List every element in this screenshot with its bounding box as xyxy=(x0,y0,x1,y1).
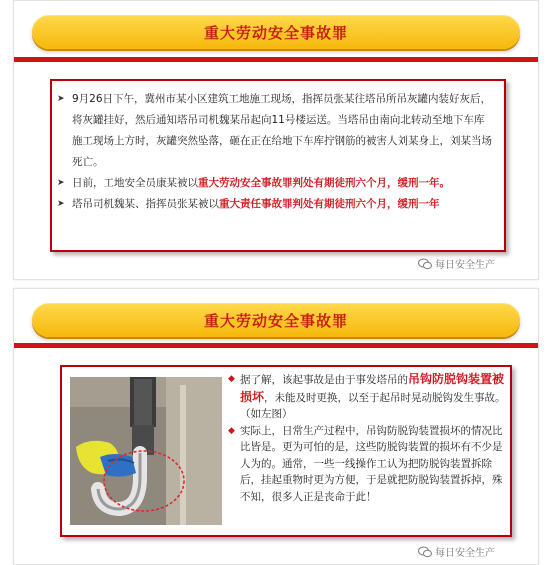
hook-text-block xyxy=(228,371,506,505)
hook-item-2 xyxy=(228,423,506,506)
case-item-2-highlight: 重大劳动安全事故罪判处有期徒刑六个月，缓刑一年。 xyxy=(198,177,450,189)
slide-2 xyxy=(13,288,539,565)
slide-2-title: 重大劳动安全事故罪 xyxy=(203,312,348,330)
diamond-bullet-icon: ◆ xyxy=(228,374,235,384)
hook-explanation-box xyxy=(60,365,512,537)
hook-item-1-before: 据了解，该起事故是由于事发塔吊的 xyxy=(240,374,408,386)
watermark-text: 每日安全生产 xyxy=(435,548,495,559)
slide-1-title: 重大劳动安全事故罪 xyxy=(203,24,348,42)
hook-item-1 xyxy=(228,371,506,423)
watermark-text: 每日安全生产 xyxy=(435,260,495,271)
case-item-1-text: 9月26日下午，冀州市某小区建筑工地施工现场，指挥员张某往塔吊所吊灰罐内装好灰后，将灰罐挂好，然后通知塔吊司机魏某吊起向11号楼运送。当塔吊由南向北转动至地下车库施工现场上方时，灰罐突然坠落，砸在正在给地下车库拧钢筋的被害人刘某身上，刘某当场死亡。 xyxy=(72,93,492,168)
hook-item-1-after: ，未能及时更换，以至于起吊时晃动脱钩发生事故。（如左图） xyxy=(240,391,506,420)
watermark xyxy=(418,544,495,559)
case-item-1 xyxy=(57,89,494,173)
wechat-logo-icon xyxy=(418,258,432,270)
case-item-3-text: 塔吊司机魏某、指挥员张某被以 xyxy=(72,198,219,210)
wechat-logo-icon xyxy=(418,546,432,558)
arrow-bullet-icon: ➤ xyxy=(57,199,65,209)
arrow-bullet-icon: ➤ xyxy=(57,94,65,104)
title-stripe xyxy=(14,343,538,348)
diamond-bullet-icon: ◆ xyxy=(228,425,235,436)
slide-1 xyxy=(13,0,539,280)
case-item-3 xyxy=(57,194,494,215)
slide-2-title-bar xyxy=(32,303,520,337)
watermark xyxy=(418,256,495,271)
arrow-bullet-icon: ➤ xyxy=(57,178,65,188)
crane-hook-illustration xyxy=(70,377,222,525)
slide-1-title-bar xyxy=(32,15,520,49)
hook-item-2-text: 实际上，日常生产过程中，吊钩防脱钩装置损坏的情况比比皆是。更为可怕的是，这些防脱钩装置的损坏有不少是人为的。通常，一些一线操作工认为把防脱钩装置拆除后，挂起重物时更为方便，于是就把防脱钩装置拆掉，殊不知，很多人正是丧命于此！ xyxy=(240,424,503,503)
case-item-2-text: 日前，工地安全员康某被以 xyxy=(72,177,198,189)
case-item-3-highlight: 重大责任事故罪判处有期徒刑六个月，缓刑一年 xyxy=(219,198,440,210)
case-description-box xyxy=(50,79,506,252)
case-item-2 xyxy=(57,173,494,194)
hook-item-1-highlight: 吊钩防脱钩装置被损坏 xyxy=(240,372,505,404)
title-stripe xyxy=(14,57,538,62)
crane-hook-photo xyxy=(70,377,222,525)
